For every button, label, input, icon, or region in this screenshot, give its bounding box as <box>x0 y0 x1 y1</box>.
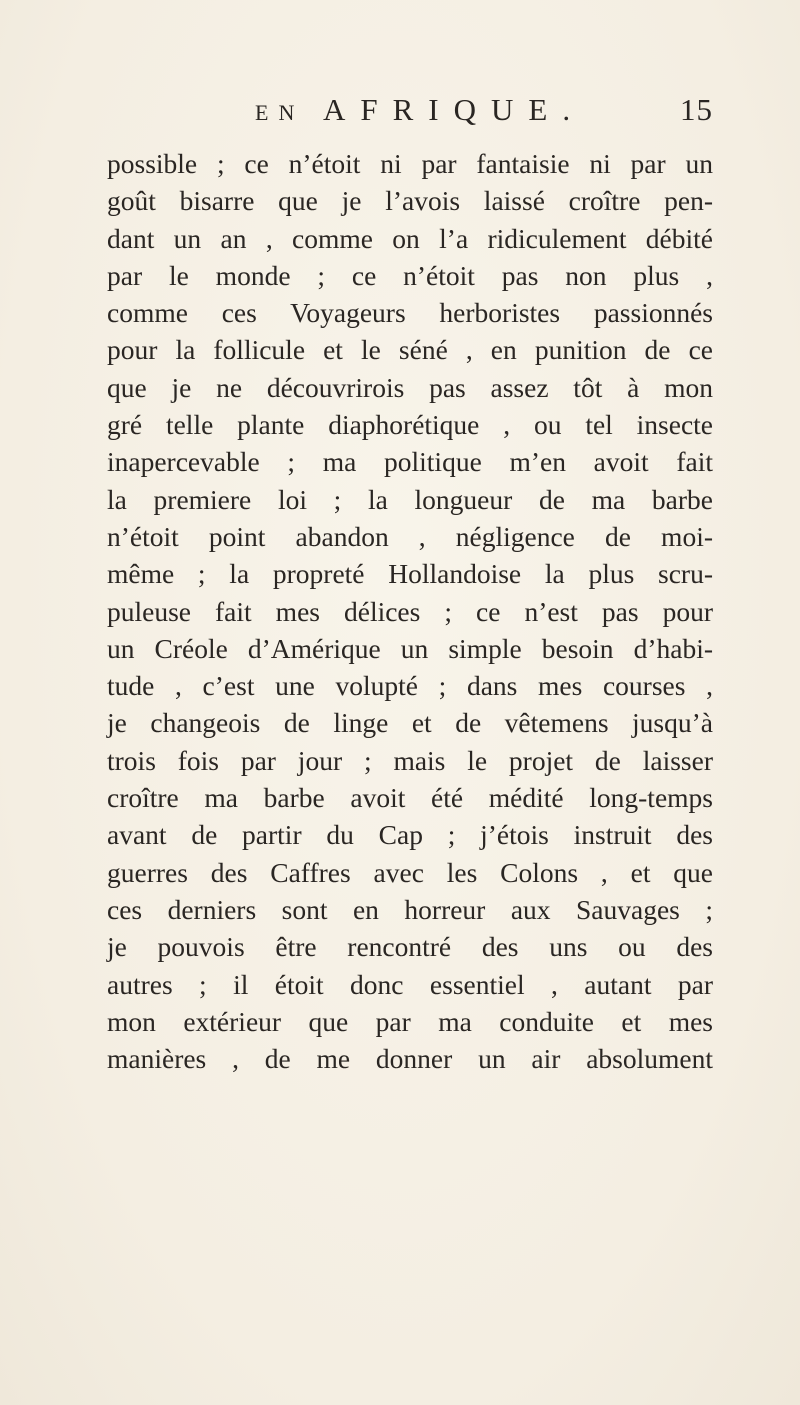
text-line: dant un an , comme on l’a ridiculement débité <box>107 222 713 254</box>
text-line: goût bisarre que je l’avois laissé croître pen- <box>107 185 713 217</box>
text-line: la premiere loi ; la longueur de ma barbe <box>107 483 713 515</box>
text-line: avant de partir du Cap ; j’étois instruit des <box>107 819 713 851</box>
text-line: tude , c’est une volupté ; dans mes courses , <box>107 670 713 702</box>
text-line: inapercevable ; ma politique m’en avoit fait <box>107 446 713 478</box>
text-line: manières , de me donner un air absolument <box>107 1043 713 1075</box>
text-line: mon extérieur que par ma conduite et mes <box>107 1005 713 1037</box>
text-line: ces derniers sont en horreur aux Sauvages ; <box>107 893 713 925</box>
text-line: même ; la propreté Hollandoise la plus scru- <box>107 558 713 590</box>
text-line: gré telle plante diaphorétique , ou tel insecte <box>107 409 713 441</box>
text-line: trois fois par jour ; mais le projet de laisser <box>107 744 713 776</box>
text-line: comme ces Voyageurs herboristes passionnés <box>107 297 713 329</box>
text-line: n’étoit point abandon , négligence de moi- <box>107 520 713 552</box>
text-line: pour la follicule et le séné , en punition de ce <box>107 334 713 366</box>
text-line: guerres des Caffres avec les Colons , et que <box>107 856 713 888</box>
running-head-title: AFRIQUE. <box>323 92 586 127</box>
running-head <box>255 92 713 132</box>
body-text <box>107 145 713 1077</box>
text-line: un Créole d’Amérique un simple besoin d’habi- <box>107 632 713 664</box>
text-line: possible ; ce n’étoit ni par fantaisie ni par un <box>107 148 713 179</box>
text-line: puleuse fait mes délices ; ce n’est pas pour <box>107 595 713 627</box>
text-line: je pouvois être rencontré des uns ou des <box>107 931 713 963</box>
page-number: 15 <box>680 92 713 127</box>
text-line: par le monde ; ce n’étoit pas non plus , <box>107 259 713 291</box>
text-line: que je ne découvrirois pas assez tôt à mon <box>107 371 713 403</box>
running-head-left: EN <box>255 100 305 125</box>
text-line: autres ; il étoit donc essentiel , autant par <box>107 968 713 1000</box>
text-line: je changeois de linge et de vêtemens jusqu’à <box>107 707 713 739</box>
text-line: croître ma barbe avoit été médité long-temps <box>107 782 713 814</box>
